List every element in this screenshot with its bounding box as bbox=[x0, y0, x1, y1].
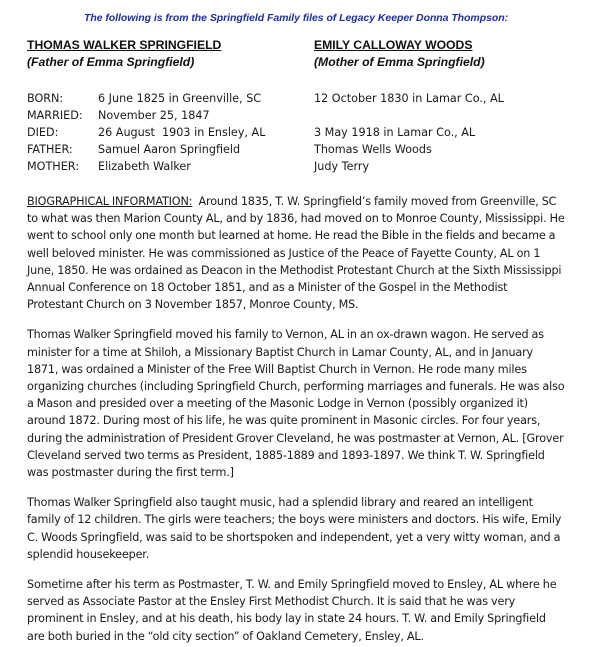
father-role: (Father of Emma Springfield) bbox=[27, 55, 195, 69]
bio-paragraph-1 bbox=[27, 193, 568, 313]
mother-fact: Thomas Wells Woods bbox=[314, 143, 432, 156]
mother-header bbox=[314, 37, 485, 71]
father-name: THOMAS WALKER SPRINGFIELD bbox=[27, 38, 222, 52]
father-header bbox=[27, 37, 314, 71]
mother-fact bbox=[314, 107, 565, 124]
bio-paragraph-2: Thomas Walker Springfield moved his family to Vernon, AL in an ox-drawn wagon. He served as minister for a time at Shiloh, a Missionary Baptist Church in Lamar County, AL, and in January 1871, was ordained a Minister of the Free Will Baptist Church in Vernon. He rode many miles organizing churches (including Springfield Church, performing marriages and funerals. He was also a Mason and presided over a meeting of the Masonic Lodge in Vernon (possibly organized it) around 1872. During most of his life, he was quite prominent in Masonic circles. For four years, during the administration of President Grover Cleveland, he was postmaster at Vernon, AL. [Grover Cleveland served two terms as President, 1885-1889 and 1893-1897. We think T. W. Springfield was postmaster during the first term.] bbox=[27, 328, 565, 480]
mother-fact: 12 October 1830 in Lamar Co., AL bbox=[314, 92, 504, 105]
fact-row-father bbox=[27, 141, 565, 158]
fact-label: FATHER: bbox=[27, 143, 73, 156]
fact-label: DIED: bbox=[27, 126, 59, 139]
mother-fact: Judy Terry bbox=[314, 160, 370, 173]
fact-row-born bbox=[27, 90, 565, 107]
fact-label: MOTHER: bbox=[27, 160, 79, 173]
fact-row-died bbox=[27, 124, 565, 141]
intro-line: The following is from the Springfield Family files of Legacy Keeper Donna Thompson: bbox=[83, 12, 509, 24]
mother-name: EMILY CALLOWAY WOODS bbox=[314, 38, 473, 52]
bio-text-1: Around 1835, T. W. Springfield’s family moved from Greenville, SC to what was then Marion County AL, and by 1836, had moved on to Monroe County, Mississippi. He went to school only one month but learned at home. He read the Bible in the fields and became a well beloved minister. He was commissioned as Justice of the Peace of Fayette County, AL on 1 June, 1850. He was ordained as Deacon in the Methodist Protestant Church at the Sixth Mississippi Annual Conference on 18 October 1851, and as a Minister of the Gospel in the Methodist Protestant Church on 3 November 1857, Monroe County, MS. bbox=[27, 195, 568, 312]
fact-label: BORN: bbox=[27, 92, 64, 105]
bio-paragraph-4: Sometime after his term as Postmaster, T. W. and Emily Springfield moved to Ensley, AL where he served as Associate Pastor at the Ensley First Methodist Church. It is said that he was very prominent in Ensley, and at his death, his body lay in state 24 hours. T. W. and Emily Springfield are both buried in the “old city section” of Oakland Cemetery, Ensley, AL. bbox=[27, 578, 557, 643]
mother-role: (Mother of Emma Springfield) bbox=[314, 55, 485, 69]
father-fact: 6 June 1825 in Greenville, SC bbox=[98, 92, 262, 105]
fact-row-married bbox=[27, 107, 565, 124]
bio-paragraph-3: Thomas Walker Springfield also taught music, had a splendid library and reared an intelligent family of 12 children. The girls were teachers; the boys were ministers and doctors. His wife, Emily C. Woods Springfield, was said to be shortspoken and independent, yet a very witty woman, and a splendid housekeeper. bbox=[27, 496, 562, 561]
father-fact: 26 August 1903 in Ensley, AL bbox=[98, 126, 266, 139]
father-fact: November 25, 1847 bbox=[98, 109, 210, 122]
father-fact: Elizabeth Walker bbox=[98, 160, 191, 173]
fact-label: MARRIED: bbox=[27, 109, 83, 122]
mother-fact: 3 May 1918 in Lamar Co., AL bbox=[314, 126, 476, 139]
bio-label: BIOGRAPHICAL INFORMATION: bbox=[27, 195, 193, 208]
parent-headers bbox=[27, 37, 565, 71]
father-fact: Samuel Aaron Springfield bbox=[98, 143, 241, 156]
vital-facts-table bbox=[27, 90, 565, 175]
fact-row-mother bbox=[27, 158, 565, 175]
